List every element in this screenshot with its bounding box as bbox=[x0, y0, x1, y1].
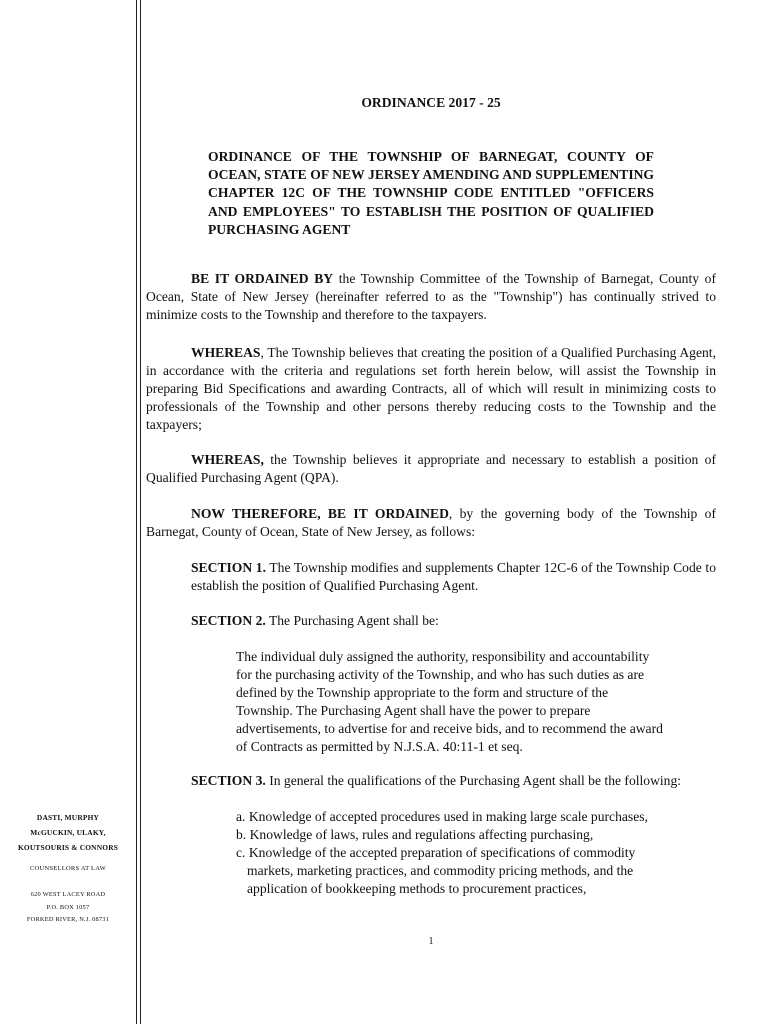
section-1 bbox=[191, 559, 716, 595]
definition-line: for the purchasing activity of the Township, and who has such duties as are bbox=[236, 667, 645, 682]
section-text: The Township modifies and supplements Chapter 12C-6 of the Township Code to establish the position of Qualified Purchasing Agent. bbox=[191, 560, 717, 593]
address-line: FORKED RIVER, N.J. 08731 bbox=[26, 916, 110, 923]
purchasing-agent-definition bbox=[236, 648, 716, 756]
firm-name-line: KOUTSOURIS & CONNORS bbox=[17, 843, 119, 852]
definition-line: The individual duly assigned the authority, responsibility and accountability bbox=[236, 649, 650, 664]
section-text: In general the qualifications of the Purchasing Agent shall be the following: bbox=[265, 773, 682, 788]
law-firm-sidebar bbox=[8, 810, 128, 927]
paragraph-now-therefore bbox=[146, 505, 716, 541]
paragraph-text: the Township Committee of the Township of Barnegat, County of Ocean, State of New Jersey (hereinafter referred to as the "Township") has continually strived to minimize costs to the Township and therefore to the taxpayers. bbox=[146, 271, 717, 322]
paragraph-lead: WHEREAS, bbox=[191, 452, 264, 467]
definition-line: defined by the Township appropriate to the form and structure of the bbox=[236, 685, 609, 700]
list-item-continuation: markets, marketing practices, and commodity pricing methods, and the bbox=[247, 863, 634, 878]
paragraph-text: , by the governing body of the Township of Barnegat, County of Ocean, State of New Jersey, as follows: bbox=[146, 506, 716, 539]
ordinance-long-title: ORDINANCE OF THE TOWNSHIP OF BARNEGAT, COUNTY OF OCEAN, STATE OF NEW JERSEY AMENDING AND SUPPLEMENTING CHAPTER 12C OF THE TOWNSHIP CODE ENTITLED "OFFICERS AND EMPLOYEES" TO ESTABLISH THE POSITION OF QUALIFIED PURCHASING AGENT bbox=[208, 149, 654, 237]
list-item: b. Knowledge of laws, rules and regulations affecting purchasing, bbox=[236, 827, 594, 842]
definition-line: of Contracts as permitted by N.J.S.A. 40:11-1 et seq. bbox=[236, 739, 523, 754]
section-text: The Purchasing Agent shall be: bbox=[265, 613, 439, 628]
margin-rule-right bbox=[140, 0, 141, 1024]
paragraph-lead: WHEREAS bbox=[191, 345, 261, 360]
paragraph-be-it-ordained bbox=[146, 270, 716, 324]
paragraph-whereas-2 bbox=[146, 451, 716, 487]
paragraph-lead: NOW THEREFORE, BE IT ORDAINED bbox=[191, 506, 449, 521]
list-item: c. Knowledge of the accepted preparation of specifications of commodity bbox=[236, 845, 636, 860]
firm-name bbox=[8, 810, 128, 855]
paragraph-text: the Township believes it appropriate and necessary to establish a position of Qualified Purchasing Agent (QPA). bbox=[146, 452, 716, 485]
section-lead: SECTION 3. bbox=[191, 773, 266, 788]
firm-name-line: DASTI, MURPHY bbox=[36, 813, 100, 822]
firm-name-line: McGUCKIN, ULAKY, bbox=[30, 828, 106, 837]
page-number: 1 bbox=[428, 936, 434, 947]
list-item-continuation: application of bookkeeping methods to procurement practices, bbox=[247, 881, 587, 896]
paragraph-whereas-1 bbox=[146, 344, 716, 434]
definition-line: Township. The Purchasing Agent shall have the power to prepare bbox=[236, 703, 591, 718]
address-line: 620 WEST LACEY ROAD bbox=[30, 891, 106, 898]
qualifications-list bbox=[236, 808, 716, 898]
address-line: P.O. BOX 1057 bbox=[46, 903, 90, 911]
firm-address bbox=[8, 889, 128, 927]
paragraph-text: , The Township believes that creating the position of a Qualified Purchasing Agent, in accordance with the criteria and regulations set forth herein below, will assist the Township in preparing Bid Specifications and awarding Contracts, all of which will result in minimizing costs to professionals of the Township and other persons thereby reducing costs to the Township and the taxpayers; bbox=[146, 345, 716, 432]
ordinance-title: ORDINANCE 2017 - 25 bbox=[361, 95, 501, 110]
definition-line: advertisements, to advertise for and receive bids, and to recommend the award bbox=[236, 721, 663, 736]
section-lead: SECTION 2. bbox=[191, 613, 266, 628]
paragraph-lead: BE IT ORDAINED BY bbox=[191, 271, 334, 286]
firm-subtitle: COUNSELLORS AT LAW bbox=[29, 865, 107, 872]
section-3 bbox=[146, 772, 716, 790]
margin-rule-left bbox=[136, 0, 137, 1024]
section-lead: SECTION 1. bbox=[191, 560, 267, 575]
section-2 bbox=[191, 612, 716, 630]
list-item: a. Knowledge of accepted procedures used in making large scale purchases, bbox=[236, 809, 648, 824]
